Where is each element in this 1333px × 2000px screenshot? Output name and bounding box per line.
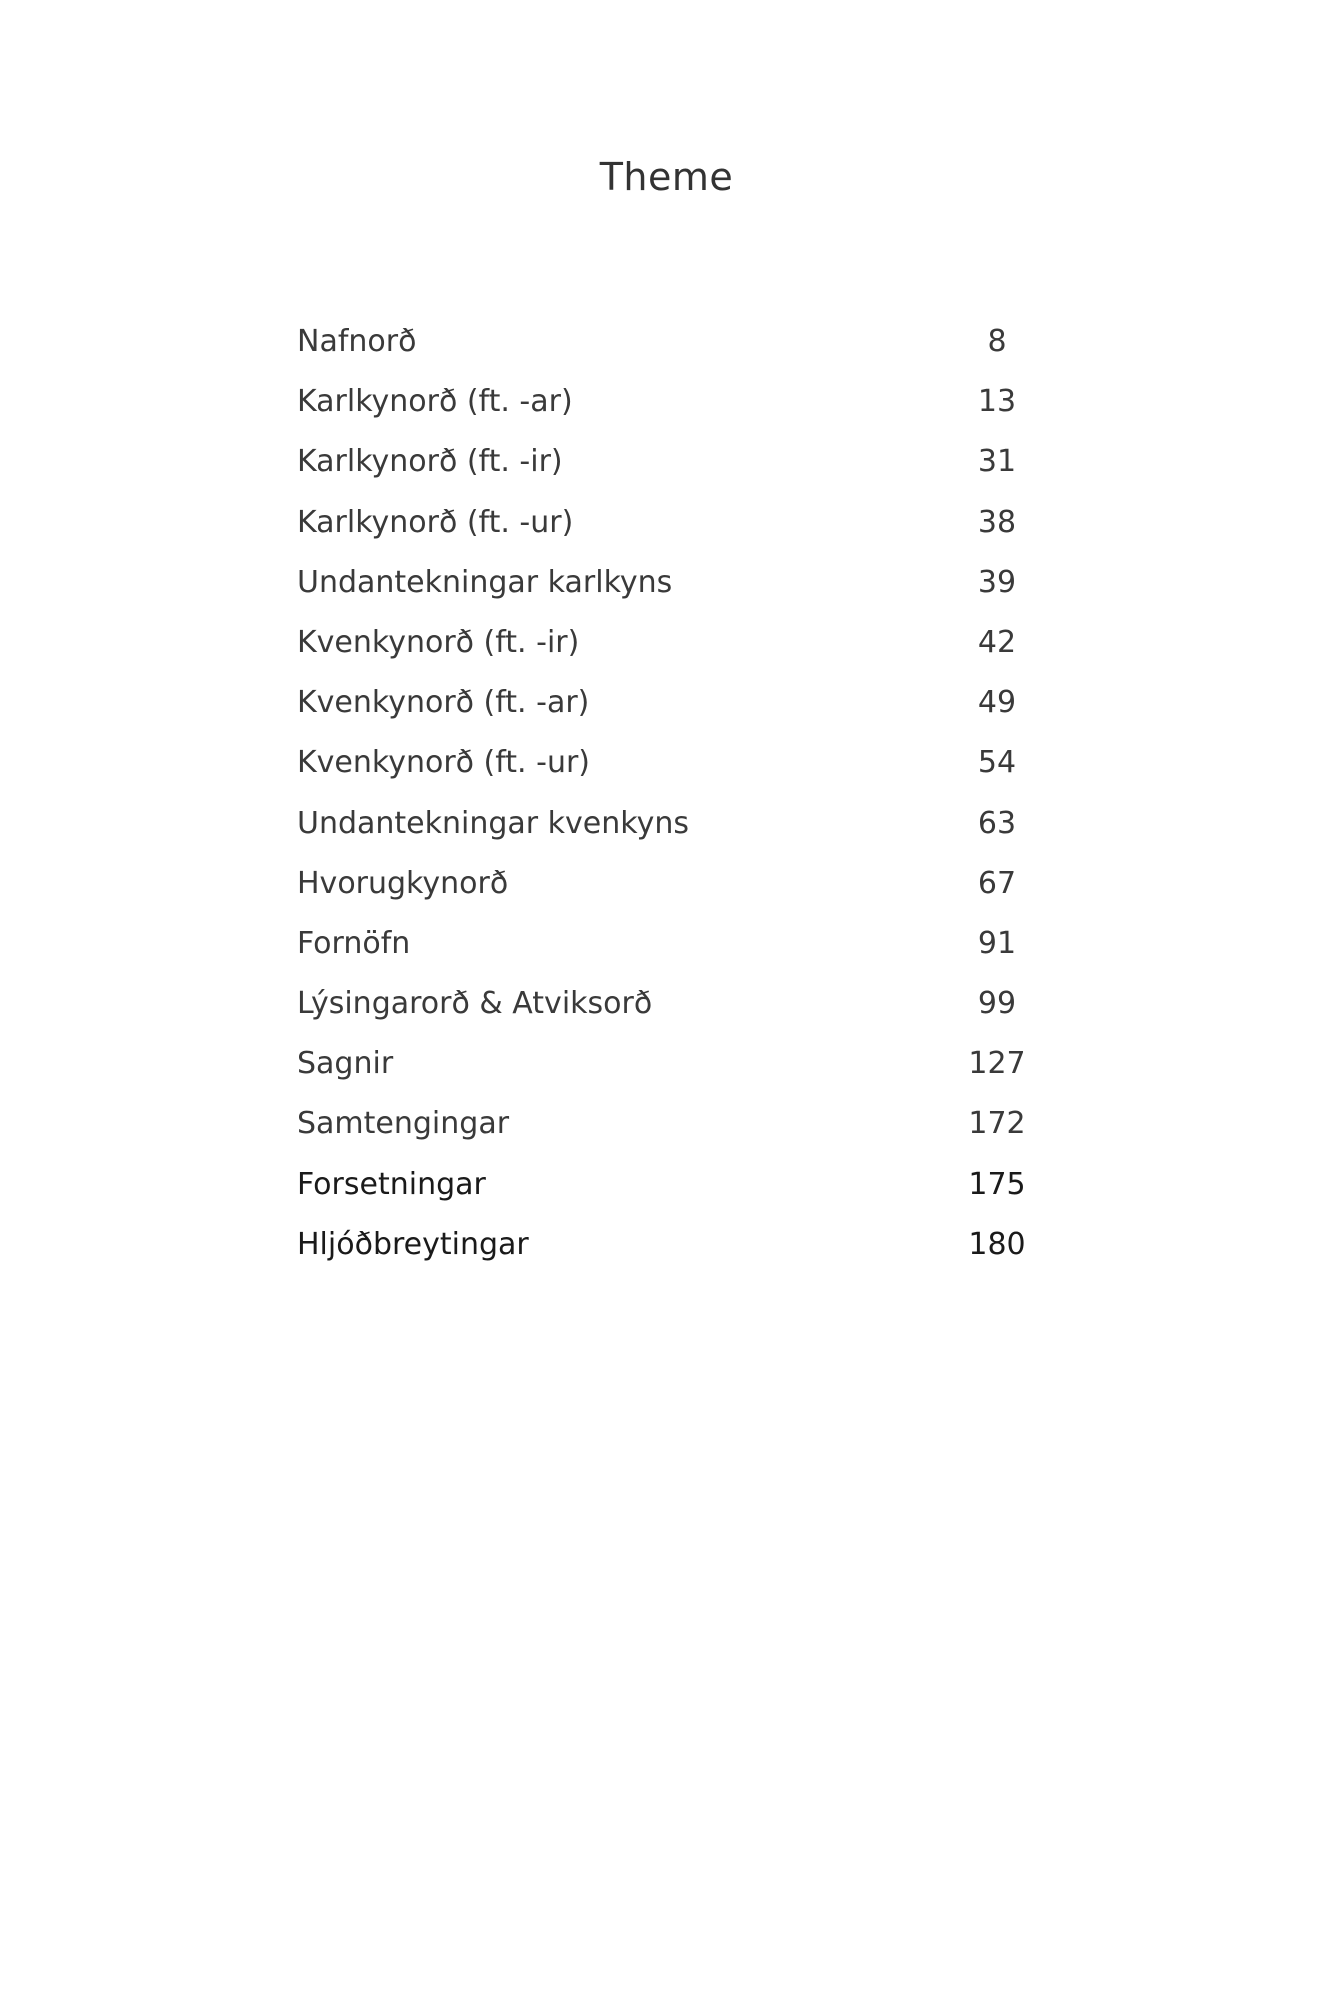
toc-entry-page-number: 99	[977, 986, 1017, 1022]
toc-entry-karlkynord-ur[interactable]	[297, 503, 1037, 563]
toc-entry-page-number: 63	[977, 805, 1017, 841]
toc-entry-undantekningar-karlkyns[interactable]	[297, 563, 1037, 623]
toc-entry-karlkynord-ir[interactable]	[297, 442, 1037, 502]
table-of-contents	[297, 322, 1037, 1285]
toc-entry-label: Karlkynorð (ft. -ur)	[297, 504, 574, 540]
toc-entry-label: Forsetningar	[297, 1166, 486, 1202]
toc-entry-nafnord[interactable]	[297, 322, 1037, 382]
toc-entry-page-number: 91	[977, 925, 1017, 961]
toc-entry-label: Sagnir	[297, 1046, 394, 1082]
toc-entry-label: Nafnorð	[297, 324, 417, 359]
page-title: Theme	[599, 155, 734, 200]
toc-entry-kvenkynord-ur[interactable]	[297, 743, 1037, 803]
toc-entry-label: Samtengingar	[297, 1106, 510, 1142]
toc-entry-page-number: 175	[968, 1166, 1026, 1202]
toc-entry-sagnir[interactable]	[297, 1044, 1037, 1104]
toc-entry-label: Kvenkynorð (ft. -ar)	[297, 685, 590, 721]
toc-entry-kvenkynord-ar[interactable]	[297, 683, 1037, 743]
toc-entry-page-number: 38	[977, 504, 1017, 540]
toc-entry-page-number: 13	[977, 384, 1017, 420]
toc-entry-undantekningar-kvenkyns[interactable]	[297, 804, 1037, 864]
toc-entry-label: Karlkynorð (ft. -ar)	[297, 384, 573, 420]
toc-entry-label: Kvenkynorð (ft. -ur)	[297, 745, 590, 781]
toc-entry-page-number: 172	[968, 1106, 1026, 1142]
toc-entry-label: Hljóðbreytingar	[297, 1226, 529, 1262]
toc-entry-page-number: 49	[977, 685, 1017, 721]
toc-entry-samtengingar[interactable]	[297, 1104, 1037, 1164]
toc-entry-fornofn[interactable]	[297, 924, 1037, 984]
toc-entry-page-number: 54	[977, 745, 1017, 781]
toc-entry-page-number: 127	[968, 1046, 1026, 1082]
toc-entry-forsetningar[interactable]	[297, 1165, 1037, 1225]
toc-entry-label: Lýsingarorð & Atviksorð	[297, 986, 653, 1022]
toc-entry-kvenkynord-ir[interactable]	[297, 623, 1037, 683]
toc-entry-lysingarord-atviksord[interactable]	[297, 984, 1037, 1044]
toc-entry-label: Hvorugkynorð	[297, 865, 509, 901]
toc-entry-label: Fornöfn	[297, 925, 411, 961]
toc-entry-page-number: 42	[977, 624, 1017, 660]
toc-entry-label: Kvenkynorð (ft. -ir)	[297, 624, 580, 660]
toc-entry-hvorugkynord[interactable]	[297, 864, 1037, 924]
toc-entry-hljodbreytingar[interactable]	[297, 1225, 1037, 1285]
toc-entry-page-number: 31	[977, 444, 1017, 480]
toc-entry-label: Karlkynorð (ft. -ir)	[297, 444, 563, 480]
toc-entry-page-number: 180	[968, 1226, 1026, 1262]
toc-entry-label: Undantekningar kvenkyns	[297, 805, 689, 841]
toc-entry-page-number: 67	[977, 865, 1017, 901]
toc-entry-page-number: 8	[987, 324, 1007, 359]
toc-entry-karlkynord-ar[interactable]	[297, 382, 1037, 442]
toc-entry-label: Undantekningar karlkyns	[297, 564, 673, 600]
toc-entry-page-number: 39	[977, 564, 1017, 600]
